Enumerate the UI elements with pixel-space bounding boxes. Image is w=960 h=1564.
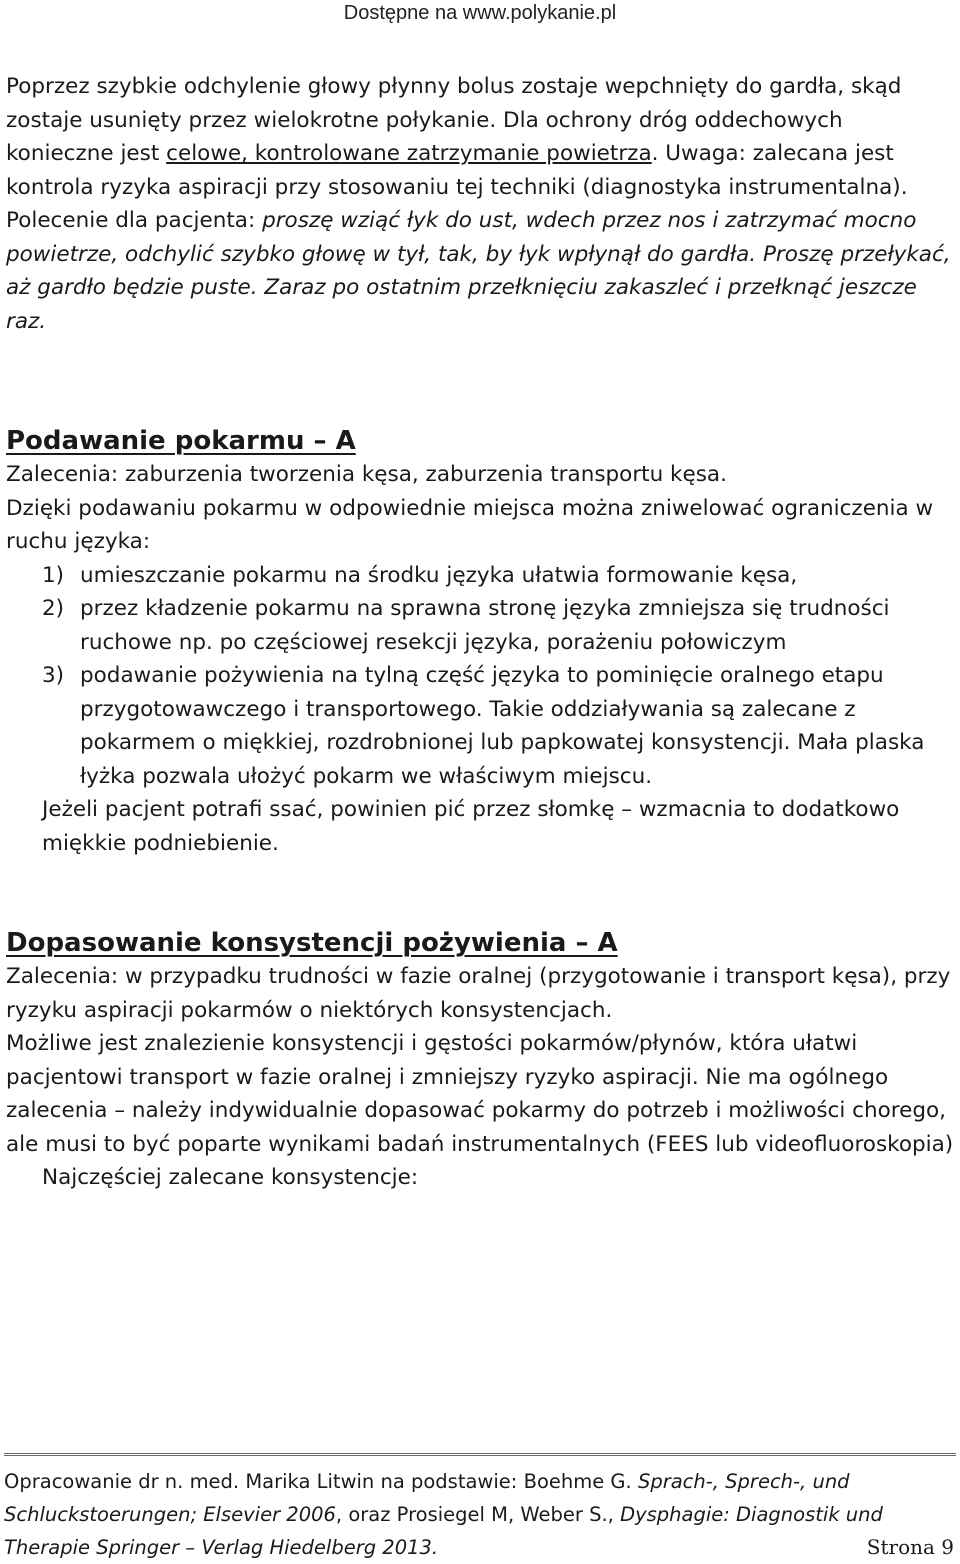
page-content (6, 70, 956, 1195)
footer-source-2: Dysphagie: Diagnostik und Therapie Springer – Verlag Hiedelberg 2013. (4, 1503, 883, 1559)
section1-text: Dzięki podawaniu pokarmu w odpowiednie miejsca można zniwelować ograniczenia w ruchu języka: (6, 495, 934, 554)
section2-recommendation: Zalecenia: w przypadku trudności w fazie oralnej (przygotowanie i transport kęsa), przy ryzyku aspiracji pokarmów o niektórych konsystencjach. (6, 964, 951, 1023)
list-item (6, 592, 956, 659)
intro-paragraph (6, 70, 956, 204)
page-footer (4, 1465, 956, 1564)
instruction-lead: Polecenie dla pacjenta: (6, 208, 263, 233)
list-item-number: 1) (42, 562, 65, 588)
footer-divider (4, 1453, 956, 1456)
list-item (6, 559, 956, 593)
footer-author: Opracowanie dr n. med. Marika Litwin na podstawie: Boehme G. (4, 1470, 638, 1493)
section-heading-konsystencja: Dopasowanie konsystencji pożywienia – A (6, 928, 618, 958)
intro-text-b: . Uwaga: zalecana jest kontrola ryzyka aspiracji przy stosowaniu tej techniki (diagnostyka instrumentalna). (6, 141, 908, 200)
footer-source-1: Sprach-, Sprech-, und Schluckstoerungen; Elsevier 2006 (4, 1470, 850, 1526)
section1-recommendation: Zalecenia: zaburzenia tworzenia kęsa, zaburzenia transportu kęsa. (6, 462, 727, 487)
list-item-text: przez kładzenie pokarmu na sprawna stronę języka zmniejsza się trudności ruchowe np. po częściowej resekcji języka, porażeniu połowiczym (80, 596, 890, 655)
intro-underlined-phrase: celowe, kontrolowane zatrzymanie powietrza (166, 141, 652, 166)
list-item-text: podawanie pożywienia na tylną część języka to pominięcie oralnego etapu przygotowawczego i transportowego. Takie oddziaływania są zalecane z pokarmem o miękkiej, rozdrobnionej lub papkowatej konsystencji. Mała plaska łyżka pozwala ułożyć pokarm we właściwym miejscu. (80, 663, 925, 789)
list-item-number: 3) (42, 663, 65, 688)
section2-consistencies-lead: Najczęściej zalecane konsystencje: (42, 1165, 419, 1190)
instruction-italic-text: proszę wziąć łyk do ust, wdech przez nos i zatrzymać mocno powietrze, odchylić szybko głowę w tył, tak, by łyk wpłynął do gardła. Proszę przełykać, aż gardło będzie puste. Zaraz po ostatnim przełknięciu zakaszleć i przełknąć jeszcze raz. (6, 208, 951, 334)
intro-text-a: Poprzez szybkie odchylenie głowy płynny bolus zostaje wepchnięty do gardła, skąd zostaje usunięty przez wielokrotne połykanie. Dla ochrony dróg oddechowych konieczne jest (6, 74, 902, 166)
page-number: Strona 9 (866, 1535, 954, 1559)
list-item-number: 2) (42, 596, 65, 621)
section1-straw-note: Jeżeli pacjent potrafi ssać, powinien pić przez słomkę – wzmacnia to dodatkowo miękkie podniebienie. (42, 797, 900, 856)
section-heading-podawanie: Podawanie pokarmu – A (6, 426, 356, 456)
section2-text: Możliwe jest znalezienie konsystencji i gęstości pokarmów/płynów, która ułatwi pacjentowi transport w fazie oralnej i zmniejszy ryzyko aspiracji. Nie ma ogólnego zalecenia – należy indywidualnie dopasować pokarmy do potrzeb i możliwości chorego, ale musi to być poparte wynikami badań instrumentalnych (FEES lub videofluoroskopia) (6, 1031, 954, 1157)
section1-list (6, 559, 956, 794)
source-url-header: Dostępne na www.polykanie.pl (343, 2, 617, 24)
list-item (6, 659, 956, 793)
list-item-text: umieszczanie pokarmu na środku języka ułatwia formowanie kęsa, (80, 562, 798, 588)
patient-instruction-paragraph (6, 204, 956, 338)
footer-connector: , oraz Prosiegel M, Weber S., (335, 1503, 621, 1526)
